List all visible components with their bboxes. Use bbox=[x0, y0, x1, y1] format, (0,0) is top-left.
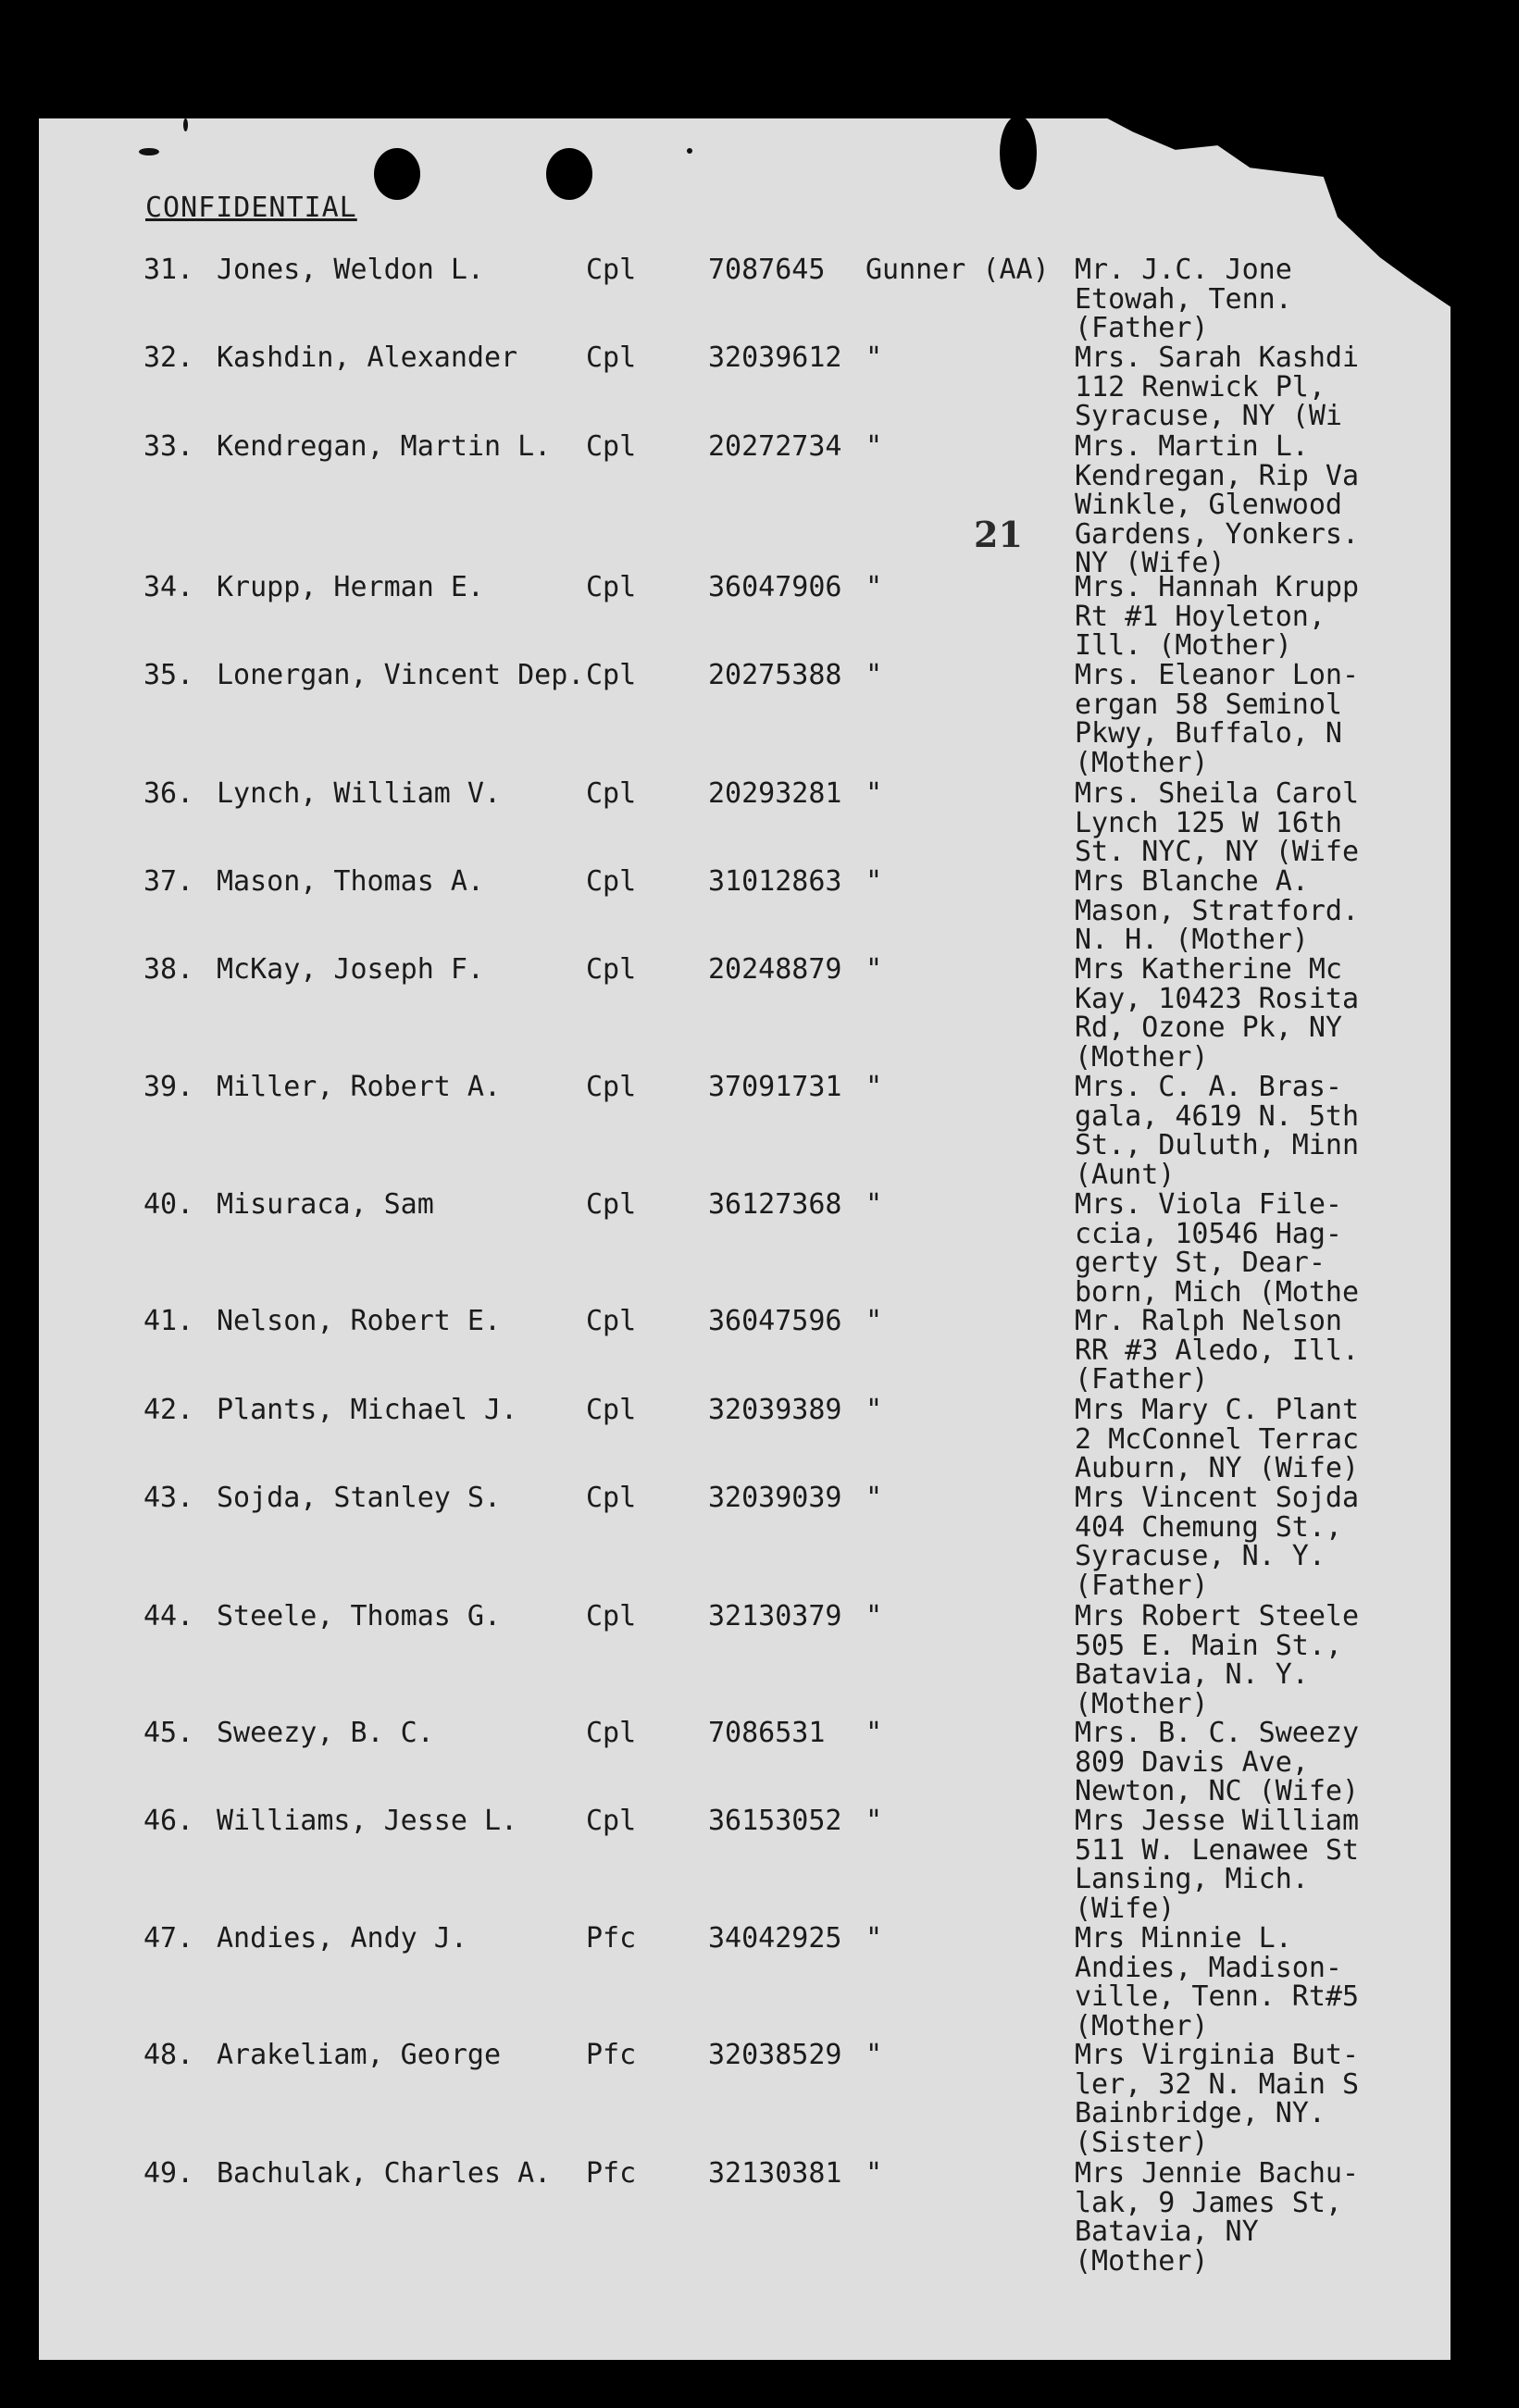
address-line: Kendregan, Rip Va bbox=[1075, 459, 1360, 492]
address-line: Mason, Stratford. bbox=[1075, 894, 1360, 927]
entry-serial-number: 37091731 bbox=[708, 1071, 842, 1103]
entry-next-of-kin-address bbox=[1075, 1190, 1380, 1307]
entry-name: Kashdin, Alexander bbox=[217, 341, 518, 374]
address-line: Syracuse, NY (Wi bbox=[1075, 400, 1342, 431]
address-line: 112 Renwick Pl, bbox=[1075, 370, 1326, 403]
address-line: (Wife) bbox=[1075, 1892, 1176, 1924]
address-line: 2 McConnel Terrac bbox=[1075, 1422, 1360, 1456]
entry-serial-number: 32039612 bbox=[708, 341, 842, 374]
entry-serial-number: 32038529 bbox=[708, 2039, 842, 2071]
entry-number: 42. bbox=[143, 1394, 194, 1426]
entry-duty: " bbox=[865, 1188, 883, 1221]
address-line: 511 W. Lenawee St bbox=[1075, 1833, 1360, 1867]
entry-duty: " bbox=[865, 341, 883, 374]
entry-number: 45. bbox=[143, 1717, 194, 1749]
entry-number: 36. bbox=[143, 777, 194, 810]
entry-next-of-kin-address bbox=[1075, 2159, 1380, 2276]
address-line: Bainbridge, NY. bbox=[1075, 2097, 1326, 2130]
entry-name: Lonergan, Vincent Dep. bbox=[217, 659, 585, 691]
entry-name: Krupp, Herman E. bbox=[217, 571, 484, 603]
address-line: Kay, 10423 Rosita bbox=[1075, 982, 1360, 1015]
address-line: Mrs Minnie L. bbox=[1075, 1924, 1292, 1955]
entry-next-of-kin-address bbox=[1075, 661, 1380, 777]
address-line: (Mother) bbox=[1075, 746, 1209, 778]
entry-rank: Cpl bbox=[586, 1600, 637, 1632]
entry-number: 35. bbox=[143, 659, 194, 691]
entry-duty: " bbox=[865, 2039, 883, 2071]
entry-duty: " bbox=[865, 1482, 883, 1514]
entry-duty: " bbox=[865, 1717, 883, 1749]
entry-serial-number: 34042925 bbox=[708, 1922, 842, 1955]
entry-next-of-kin-address bbox=[1075, 255, 1380, 343]
entry-duty: " bbox=[865, 1305, 883, 1337]
entry-next-of-kin-address bbox=[1075, 867, 1380, 955]
address-line: N. H. (Mother) bbox=[1075, 924, 1309, 955]
entry-number: 47. bbox=[143, 1922, 194, 1955]
entry-number: 32. bbox=[143, 341, 194, 374]
entry-name: Jones, Weldon L. bbox=[217, 254, 484, 286]
entry-number: 34. bbox=[143, 571, 194, 603]
address-line: Mrs. Eleanor Lon- bbox=[1075, 661, 1360, 691]
entry-rank: Pfc bbox=[586, 1922, 637, 1955]
entry-serial-number: 20293281 bbox=[708, 777, 842, 810]
entry-number: 40. bbox=[143, 1188, 194, 1221]
address-line: (Mother) bbox=[1075, 2009, 1209, 2042]
address-line: Mrs. Martin L. bbox=[1075, 432, 1309, 463]
entry-name: Miller, Robert A. bbox=[217, 1071, 502, 1103]
address-line: Lynch 125 W 16th bbox=[1075, 806, 1342, 839]
address-line: Newton, NC (Wife) bbox=[1075, 1775, 1360, 1806]
entry-duty: " bbox=[865, 571, 883, 603]
entry-duty: " bbox=[865, 430, 883, 463]
address-line: Winkle, Glenwood bbox=[1075, 489, 1342, 522]
address-line: (Father) bbox=[1075, 312, 1209, 343]
entry-duty: " bbox=[865, 953, 883, 986]
entry-number: 31. bbox=[143, 254, 194, 286]
address-line: (Aunt) bbox=[1075, 1158, 1176, 1190]
confidential-header: CONFIDENTIAL bbox=[145, 192, 357, 224]
entry-rank: Cpl bbox=[586, 865, 637, 898]
entry-duty: " bbox=[865, 659, 883, 691]
address-line: Mrs Mary C. Plant bbox=[1075, 1396, 1360, 1426]
entry-number: 41. bbox=[143, 1305, 194, 1337]
entry-next-of-kin-address bbox=[1075, 1719, 1380, 1806]
punch-hole-middle bbox=[546, 148, 592, 200]
punch-hole-right bbox=[1000, 116, 1037, 190]
address-line: Mrs. Sarah Kashdi bbox=[1075, 343, 1360, 374]
address-line: Andies, Madison- bbox=[1075, 1951, 1342, 1984]
entry-rank: Cpl bbox=[586, 1188, 637, 1221]
entry-duty: " bbox=[865, 865, 883, 898]
entry-next-of-kin-address bbox=[1075, 1073, 1380, 1189]
entry-number: 48. bbox=[143, 2039, 194, 2071]
address-line: 404 Chemung St., bbox=[1075, 1510, 1342, 1544]
entry-serial-number: 7086531 bbox=[708, 1717, 826, 1749]
address-line: 505 E. Main St., bbox=[1075, 1629, 1342, 1662]
entry-name: Bachulak, Charles A. bbox=[217, 2157, 552, 2190]
entry-name: Plants, Michael J. bbox=[217, 1394, 518, 1426]
address-line: gerty St, Dear- bbox=[1075, 1247, 1326, 1280]
entry-number: 39. bbox=[143, 1071, 194, 1103]
entry-number: 43. bbox=[143, 1482, 194, 1514]
address-line: (Father) bbox=[1075, 1363, 1209, 1395]
entry-next-of-kin-address bbox=[1075, 1396, 1380, 1483]
address-line: Rt #1 Hoyleton, bbox=[1075, 600, 1326, 633]
entry-serial-number: 32039389 bbox=[708, 1394, 842, 1426]
entry-next-of-kin-address bbox=[1075, 779, 1380, 867]
address-line: 809 Davis Ave, bbox=[1075, 1745, 1309, 1779]
entry-next-of-kin-address bbox=[1075, 432, 1380, 578]
entry-serial-number: 20272734 bbox=[708, 430, 842, 463]
entry-rank: Pfc bbox=[586, 2157, 637, 2190]
address-line: ville, Tenn. Rt#5 bbox=[1075, 1980, 1360, 2014]
entry-serial-number: 7087645 bbox=[708, 254, 826, 286]
address-line: Mrs Katherine Mc bbox=[1075, 955, 1342, 986]
entry-number: 33. bbox=[143, 430, 194, 463]
entry-name: Lynch, William V. bbox=[217, 777, 502, 810]
address-line: Mrs. Sheila Carol bbox=[1075, 779, 1360, 810]
address-line: Mrs Jennie Bachu- bbox=[1075, 2159, 1360, 2190]
entry-serial-number: 32130379 bbox=[708, 1600, 842, 1632]
entry-rank: Cpl bbox=[586, 659, 637, 691]
ink-speck bbox=[183, 118, 188, 131]
entry-rank: Cpl bbox=[586, 254, 637, 286]
entry-rank: Cpl bbox=[586, 1394, 637, 1426]
address-line: (Mother) bbox=[1075, 1687, 1209, 1719]
entry-name: Mason, Thomas A. bbox=[217, 865, 484, 898]
address-line: Mr. Ralph Nelson bbox=[1075, 1307, 1342, 1337]
address-line: Auburn, NY (Wife) bbox=[1075, 1452, 1360, 1483]
entry-next-of-kin-address bbox=[1075, 1806, 1380, 1923]
address-line: Lansing, Mich. bbox=[1075, 1863, 1309, 1896]
address-line: Mrs Virginia But- bbox=[1075, 2041, 1360, 2071]
entry-serial-number: 32130381 bbox=[708, 2157, 842, 2190]
entry-duty: Gunner (AA) bbox=[865, 254, 1050, 286]
address-line: Mrs. C. A. Bras- bbox=[1075, 1073, 1342, 1103]
address-line: Etowah, Tenn. bbox=[1075, 282, 1292, 316]
entry-name: Steele, Thomas G. bbox=[217, 1600, 502, 1632]
entry-serial-number: 36047906 bbox=[708, 571, 842, 603]
ink-speck bbox=[687, 148, 692, 154]
entry-serial-number: 20275388 bbox=[708, 659, 842, 691]
address-line: Syracuse, N. Y. bbox=[1075, 1540, 1326, 1573]
entry-rank: Cpl bbox=[586, 1717, 637, 1749]
entry-serial-number: 36153052 bbox=[708, 1805, 842, 1837]
entry-rank: Cpl bbox=[586, 1071, 637, 1103]
address-line: Mrs Blanche A. bbox=[1075, 867, 1309, 898]
entry-number: 37. bbox=[143, 865, 194, 898]
entry-serial-number: 32039039 bbox=[708, 1482, 842, 1514]
entry-name: Williams, Jesse L. bbox=[217, 1805, 518, 1837]
address-line: Mrs Robert Steele bbox=[1075, 1602, 1360, 1632]
address-line: ccia, 10546 Hag- bbox=[1075, 1217, 1342, 1250]
address-line: NY (Wife) bbox=[1075, 547, 1226, 578]
entry-serial-number: 36127368 bbox=[708, 1188, 842, 1221]
address-line: Mrs. Viola File- bbox=[1075, 1190, 1342, 1221]
ink-speck bbox=[139, 148, 159, 155]
entry-duty: " bbox=[865, 1600, 883, 1632]
entry-next-of-kin-address bbox=[1075, 1924, 1380, 2041]
address-line: (Father) bbox=[1075, 1569, 1209, 1601]
entry-number: 38. bbox=[143, 953, 194, 986]
address-line: Mrs. Hannah Krupp bbox=[1075, 573, 1360, 603]
address-line: Batavia, NY bbox=[1075, 2216, 1259, 2249]
entry-rank: Cpl bbox=[586, 430, 637, 463]
address-line: ler, 32 N. Main S bbox=[1075, 2067, 1360, 2101]
entry-number: 44. bbox=[143, 1600, 194, 1632]
address-line: Batavia, N. Y. bbox=[1075, 1658, 1309, 1692]
entry-rank: Pfc bbox=[586, 2039, 637, 2071]
address-line: lak, 9 James St, bbox=[1075, 2186, 1342, 2219]
entry-duty: " bbox=[865, 2157, 883, 2190]
entry-rank: Cpl bbox=[586, 1305, 637, 1337]
address-line: Rd, Ozone Pk, NY bbox=[1075, 1012, 1342, 1045]
address-line: Gardens, Yonkers. bbox=[1075, 517, 1360, 551]
entry-next-of-kin-address bbox=[1075, 2041, 1380, 2157]
entry-duty: " bbox=[865, 1394, 883, 1426]
entry-name: Andies, Andy J. bbox=[217, 1922, 467, 1955]
address-line: (Mother) bbox=[1075, 1040, 1209, 1073]
entry-next-of-kin-address bbox=[1075, 1483, 1380, 1600]
entry-name: Arakeliam, George bbox=[217, 2039, 502, 2071]
entry-name: Kendregan, Martin L. bbox=[217, 430, 552, 463]
punch-hole-left bbox=[374, 148, 420, 200]
entry-number: 46. bbox=[143, 1805, 194, 1837]
address-line: (Mother) bbox=[1075, 2244, 1209, 2277]
entry-name: Sweezy, B. C. bbox=[217, 1717, 434, 1749]
entry-rank: Cpl bbox=[586, 341, 637, 374]
entry-rank: Cpl bbox=[586, 1805, 637, 1837]
entry-serial-number: 20248879 bbox=[708, 953, 842, 986]
entry-number: 49. bbox=[143, 2157, 194, 2190]
address-line: St., Duluth, Minn bbox=[1075, 1129, 1360, 1162]
address-line: RR #3 Aledo, Ill. bbox=[1075, 1334, 1360, 1367]
entry-rank: Cpl bbox=[586, 1482, 637, 1514]
entry-next-of-kin-address bbox=[1075, 955, 1380, 1072]
address-line: gala, 4619 N. 5th bbox=[1075, 1099, 1360, 1133]
page-number: 21 bbox=[974, 514, 1023, 555]
address-line: (Sister) bbox=[1075, 2126, 1209, 2158]
entry-duty: " bbox=[865, 777, 883, 810]
entry-next-of-kin-address bbox=[1075, 343, 1380, 431]
entry-name: Misuraca, Sam bbox=[217, 1188, 434, 1221]
address-line: Ill. (Mother) bbox=[1075, 629, 1292, 661]
address-line: ergan 58 Seminol bbox=[1075, 688, 1342, 721]
address-line: Mr. J.C. Jone bbox=[1075, 255, 1292, 286]
address-line: Pkwy, Buffalo, N bbox=[1075, 717, 1342, 751]
entry-next-of-kin-address bbox=[1075, 1602, 1380, 1719]
entry-duty: " bbox=[865, 1922, 883, 1955]
entry-name: Sojda, Stanley S. bbox=[217, 1482, 502, 1514]
entry-rank: Cpl bbox=[586, 571, 637, 603]
address-line: born, Mich (Mothe bbox=[1075, 1275, 1360, 1308]
entry-rank: Cpl bbox=[586, 953, 637, 986]
address-line: Mrs Vincent Sojda bbox=[1075, 1483, 1360, 1514]
entry-serial-number: 31012863 bbox=[708, 865, 842, 898]
entry-duty: " bbox=[865, 1805, 883, 1837]
address-line: Mrs Jesse William bbox=[1075, 1806, 1360, 1837]
entry-duty: " bbox=[865, 1071, 883, 1103]
entry-name: McKay, Joseph F. bbox=[217, 953, 484, 986]
entry-serial-number: 36047596 bbox=[708, 1305, 842, 1337]
entry-name: Nelson, Robert E. bbox=[217, 1305, 502, 1337]
entry-next-of-kin-address bbox=[1075, 1307, 1380, 1395]
entry-next-of-kin-address bbox=[1075, 573, 1380, 661]
address-line: Mrs. B. C. Sweezy bbox=[1075, 1719, 1360, 1749]
address-line: St. NYC, NY (Wife bbox=[1075, 836, 1360, 867]
entry-rank: Cpl bbox=[586, 777, 637, 810]
